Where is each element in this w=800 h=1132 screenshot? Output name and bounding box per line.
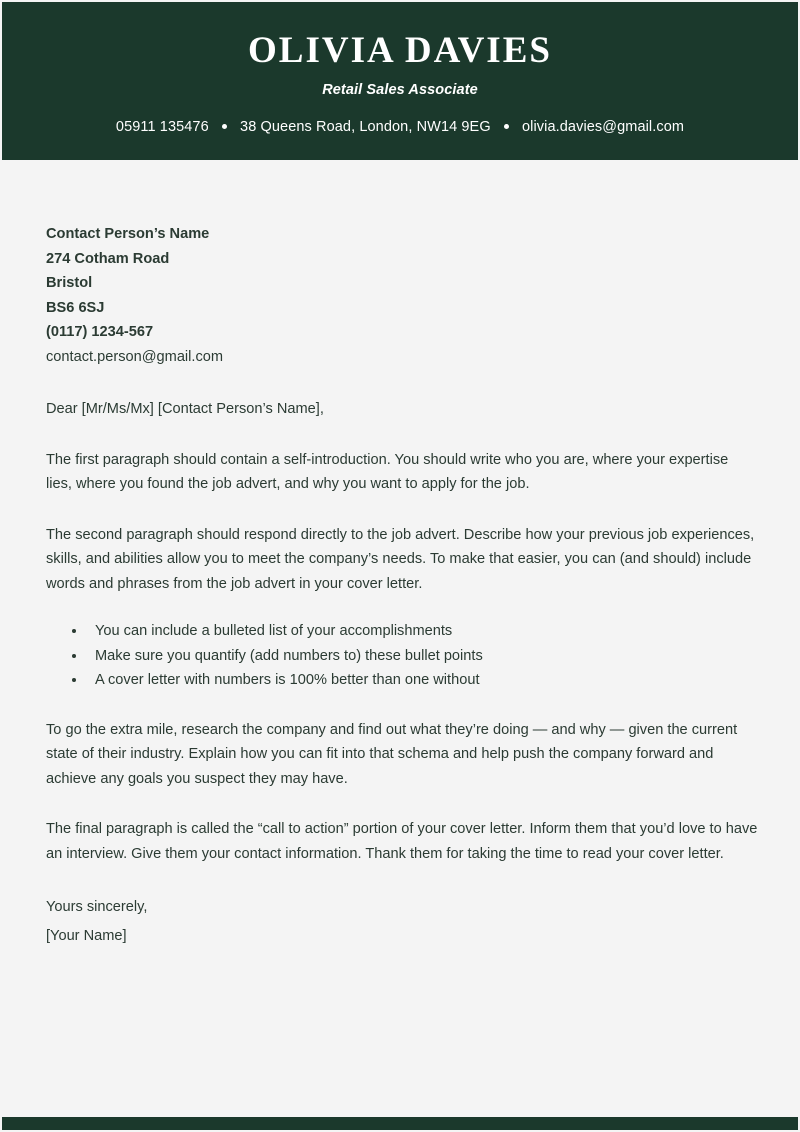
recipient-email: contact.person@gmail.com [46,348,224,365]
list-item [46,619,758,644]
recipient-street: 274 Cotham Road [46,250,170,267]
applicant-contact-line [2,98,798,135]
letter-closing: Yours sincerely, [46,899,148,915]
applicant-job-title: Retail Sales Associate [322,82,478,98]
bullet-dot-icon [72,678,76,682]
bullet-dot-icon [72,654,76,658]
recipient-name: Contact Person’s Name [46,226,210,242]
letter-paragraph-2: The second paragraph should respond directly to the job advert. Describe how your previous job experiences, skills, and abilities allow you to meet the company’s needs. To make that easier, you can (and should) include words and phrases from the job advert in your cover letter. [46,526,755,592]
applicant-phone: 05911 135476 [115,119,209,135]
separator-dot-icon [222,124,227,129]
separator-dot-icon [504,124,509,129]
applicant-email: olivia.davies@gmail.com [522,119,685,135]
list-item-label: A cover letter with numbers is 100% better than one without [95,672,480,688]
letter-header-banner [2,2,798,160]
bullet-dot-icon [72,629,76,633]
recipient-postcode: BS6 6SJ [46,299,105,316]
list-item-label: Make sure you quantify (add numbers to) these bullet points [95,647,483,664]
applicant-address: 38 Queens Road, London, NW14 9EG [240,119,491,135]
recipient-phone: (0117) 1234-567 [46,324,154,340]
letter-footer-bar [2,1117,798,1130]
letter-paragraph-1: The first paragraph should contain a self-introduction. You should write who you are, where your expertise lies, where you found the job advert, and why you want to apply for the job. [46,451,729,492]
recipient-address-block [46,222,758,369]
letter-body [46,222,758,948]
letter-paragraph-3: To go the extra mile, research the company and find out what they’re doing — and why — given the current state of their industry. Explain how you can fit into that schema and help push the company forward and achieve any goals you suspect they may have. [46,721,738,787]
list-item [46,668,758,693]
letter-salutation: Dear [Mr/Ms/Mx] [Contact Person’s Name], [46,401,324,417]
letter-bullet-list [46,619,758,693]
letter-paragraph-4: The final paragraph is called the “call to action” portion of your cover letter. Inform them that you’d love to have an interview. Give them your contact information. Thank them for taking the time to read your cover letter. [46,821,758,862]
recipient-city: Bristol [46,275,93,291]
list-item [46,644,758,669]
list-item-label: You can include a bulleted list of your accomplishments [95,623,453,639]
applicant-name: OLIVIA DAVIES [248,30,552,71]
letter-signature: [Your Name] [46,927,127,944]
